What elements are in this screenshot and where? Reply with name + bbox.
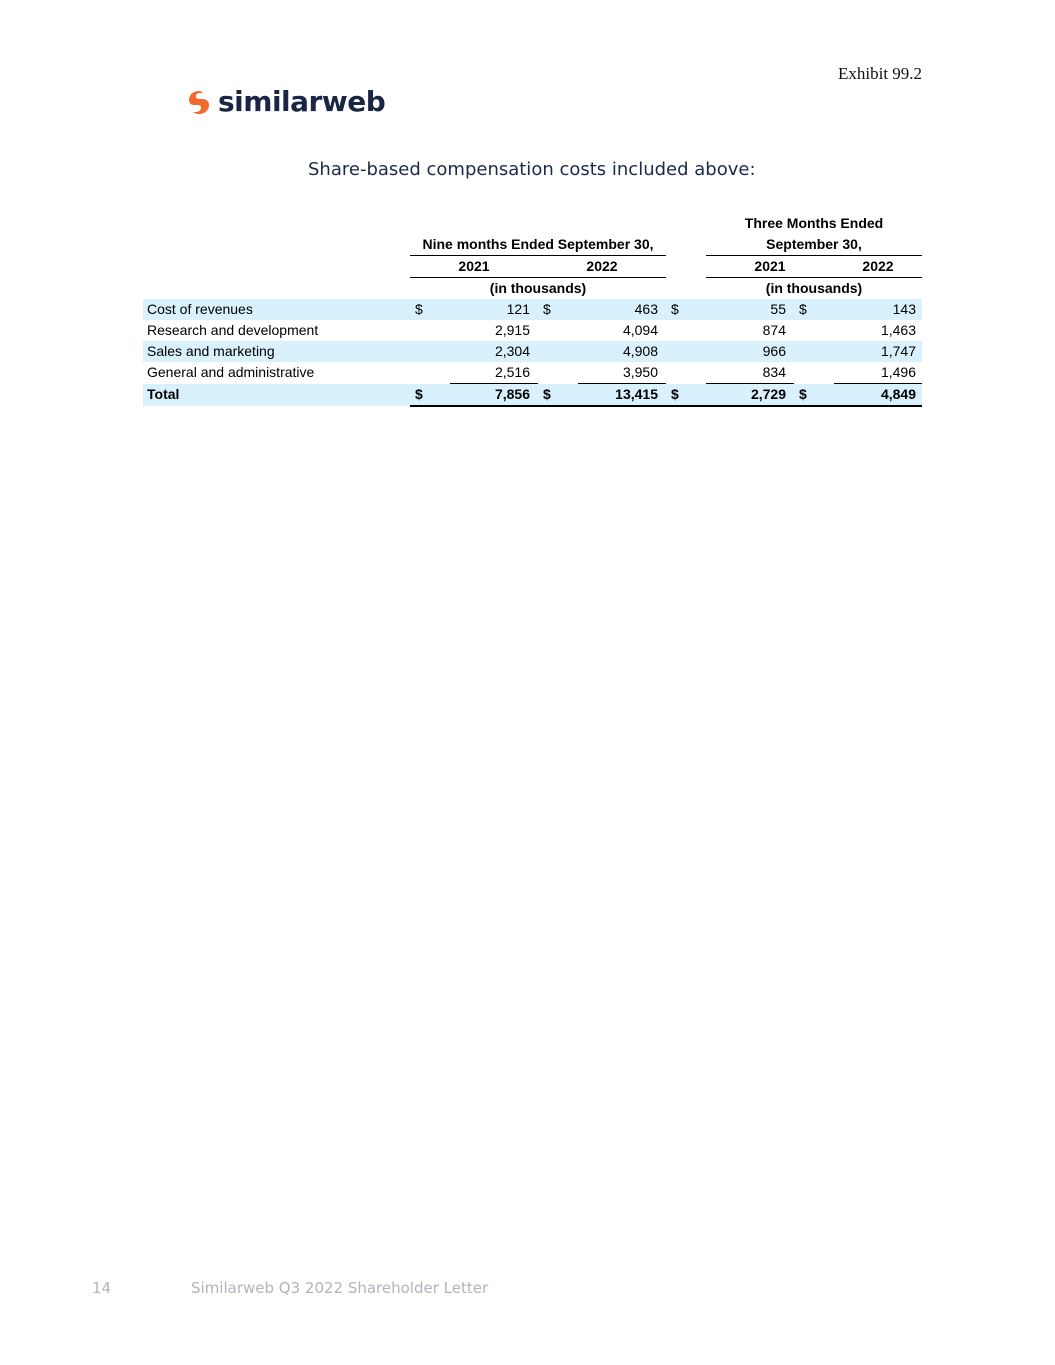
cell-value: 143: [834, 299, 922, 320]
cell-value: 4,849: [834, 384, 922, 407]
footer-text: Similarweb Q3 2022 Shareholder Letter: [191, 1279, 489, 1297]
year-header: 2021: [410, 256, 538, 278]
cell-value: 2,729: [706, 384, 794, 407]
currency-symbol: $: [410, 384, 450, 407]
unit-header-row: [143, 278, 922, 300]
currency-symbol: $: [538, 384, 578, 407]
cell-value: 1,496: [834, 362, 922, 384]
cell-value: 1,463: [880, 322, 916, 338]
cell-value: 55: [706, 299, 794, 320]
currency-symbol: $: [794, 299, 834, 320]
total-row: [143, 384, 922, 407]
currency-symbol: $: [410, 299, 450, 320]
currency-symbol: $: [666, 299, 706, 320]
logo-text: similarweb: [218, 85, 386, 118]
cell-value: 2,915: [494, 322, 530, 338]
cell-value: 1,747: [834, 341, 922, 362]
year-header-row: [143, 256, 922, 278]
unit-header: (in thousands): [489, 280, 587, 296]
year-header: 2022: [834, 256, 922, 278]
logo: [186, 85, 386, 118]
cell-value: 4,908: [578, 341, 666, 362]
cell-value: 834: [706, 362, 794, 384]
currency-symbol: $: [538, 299, 578, 320]
cell-value: 7,856: [450, 384, 538, 407]
page-number: 14: [92, 1279, 112, 1297]
group-header-row-1: [143, 213, 922, 234]
row-label: Research and development: [147, 322, 319, 338]
cell-value: 2,516: [450, 362, 538, 384]
row-label: Cost of revenues: [143, 299, 410, 320]
row-label: Sales and marketing: [143, 341, 410, 362]
table-row: [143, 341, 922, 362]
table-row: [143, 299, 922, 320]
year-header: 2021: [706, 256, 834, 278]
section-heading: Share-based compensation costs included above:: [308, 159, 756, 180]
currency-symbol: $: [666, 384, 706, 407]
table-row: [143, 320, 922, 341]
cell-value: 463: [578, 299, 666, 320]
currency-symbol: $: [794, 384, 834, 407]
cell-value: 2,304: [450, 341, 538, 362]
row-label: Total: [143, 384, 410, 407]
row-label: General and administrative: [147, 364, 315, 381]
nine-months-header: Nine months Ended September 30,: [410, 234, 666, 256]
similarweb-logo-icon: [186, 89, 212, 115]
three-months-header-line2: September 30,: [706, 234, 922, 256]
cell-value: 13,415: [578, 384, 666, 407]
cell-value: 121: [450, 299, 538, 320]
cell-value: 966: [706, 341, 794, 362]
group-header-row-2: [143, 234, 922, 256]
three-months-header-line1: Three Months Ended: [744, 215, 884, 231]
share-based-compensation-table: [143, 213, 922, 407]
cell-value: 874: [762, 322, 786, 338]
cell-value: 4,094: [622, 322, 658, 338]
year-header: 2022: [538, 256, 666, 278]
cell-value: 3,950: [578, 362, 666, 384]
table-row: [143, 362, 922, 384]
exhibit-label: Exhibit 99.2: [838, 64, 923, 83]
unit-header: (in thousands): [765, 280, 863, 296]
